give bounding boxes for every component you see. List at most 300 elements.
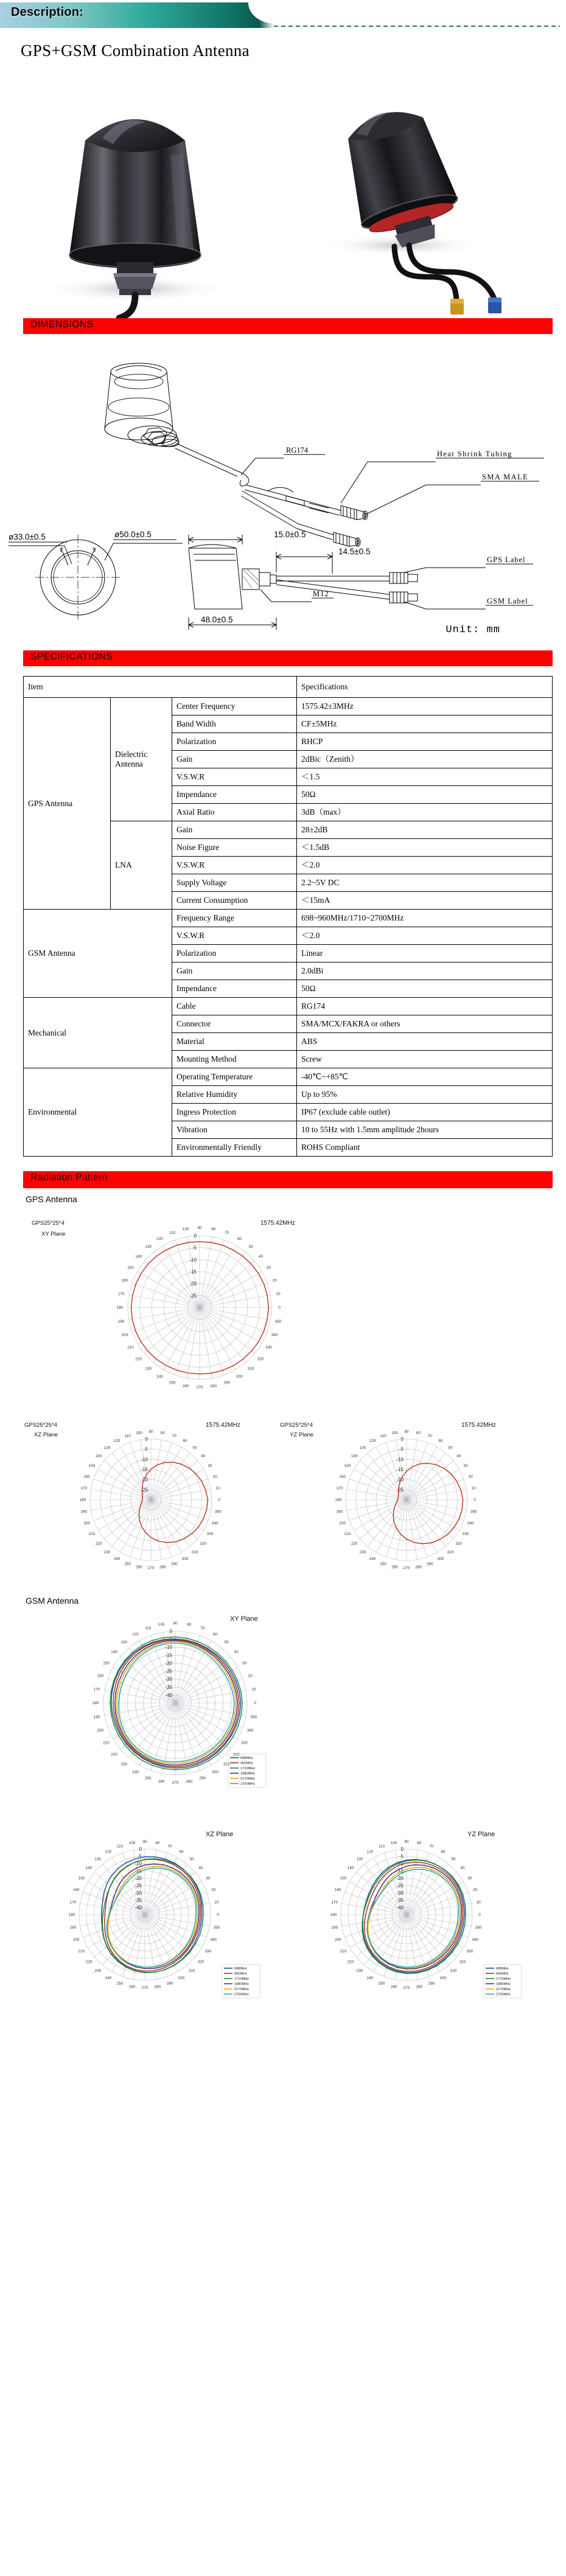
param: Gain: [172, 751, 297, 768]
svg-text:200: 200: [334, 1938, 341, 1943]
svg-text:240: 240: [113, 1557, 121, 1562]
svg-text:180: 180: [92, 1701, 99, 1706]
svg-text:60: 60: [438, 1439, 443, 1444]
svg-text:260: 260: [158, 1780, 165, 1784]
svg-text:1710MHz: 1710MHz: [496, 1977, 511, 1982]
svg-text:320: 320: [459, 1960, 466, 1965]
svg-text:120: 120: [105, 1850, 112, 1854]
svg-text:120: 120: [113, 1439, 121, 1444]
svg-text:130: 130: [94, 1857, 102, 1862]
svg-text:40: 40: [258, 1254, 263, 1259]
svg-text:280: 280: [416, 1985, 423, 1989]
svg-text:340: 340: [472, 1938, 479, 1943]
svg-text:-20: -20: [396, 1876, 404, 1881]
value: 50Ω: [297, 980, 553, 998]
svg-text:300: 300: [437, 1557, 444, 1562]
svg-text:210: 210: [78, 1949, 85, 1954]
ribbon-dashed-underline: [274, 26, 560, 27]
svg-text:20: 20: [468, 1474, 473, 1479]
svg-text:330: 330: [265, 1345, 272, 1350]
svg-text:0: 0: [278, 1306, 281, 1311]
svg-text:30: 30: [467, 1876, 472, 1881]
param: Mounting Method: [172, 1051, 297, 1068]
svg-text:110: 110: [145, 1626, 152, 1631]
svg-text:-25: -25: [165, 1668, 172, 1674]
svg-text:170: 170: [336, 1486, 343, 1491]
svg-text:120: 120: [156, 1236, 163, 1241]
svg-text:0: 0: [218, 1498, 220, 1503]
svg-text:290: 290: [426, 1562, 433, 1567]
svg-text:0: 0: [254, 1701, 256, 1706]
param: Ingress Protection: [172, 1104, 297, 1121]
svg-text:30: 30: [266, 1265, 271, 1270]
svg-text:-15: -15: [141, 1467, 148, 1472]
measure-d33: ø33.0±0.5: [9, 532, 46, 541]
callout-rg174: RG174: [286, 446, 309, 454]
param: V.S.W.R: [172, 857, 297, 874]
value: ＜2.0: [297, 857, 553, 874]
svg-text:350: 350: [213, 1926, 220, 1930]
section-bar-radiation: [23, 1171, 553, 1188]
value: Up to 95%: [297, 1086, 553, 1104]
svg-text:0: 0: [217, 1913, 219, 1918]
page-title: GPS+GSM Combination Antenna: [21, 41, 250, 60]
value: 2.0dBi: [297, 963, 553, 980]
value: IP67 (exclude cable outlet): [297, 1104, 553, 1121]
param: Gain: [172, 821, 297, 839]
svg-text:250: 250: [116, 1981, 124, 1986]
plot-gsm-xy-plane: XY Plane: [230, 1615, 258, 1623]
svg-text:40: 40: [460, 1866, 465, 1871]
svg-text:-40: -40: [165, 1692, 172, 1698]
svg-text:100: 100: [158, 1623, 165, 1627]
svg-text:290: 290: [170, 1562, 178, 1567]
svg-text:-5: -5: [167, 1637, 172, 1643]
svg-text:240: 240: [105, 1976, 112, 1981]
svg-text:-35: -35: [135, 1898, 142, 1903]
svg-text:140: 140: [85, 1866, 93, 1871]
svg-text:80: 80: [211, 1227, 216, 1232]
svg-text:0: 0: [400, 1847, 404, 1852]
measure-14-5: 14.5±0.5: [338, 547, 371, 556]
gps-plot-row-2: [23, 1408, 553, 1585]
svg-text:230: 230: [145, 1366, 152, 1371]
svg-text:0: 0: [400, 1436, 404, 1442]
param: Noise Figure: [172, 839, 297, 857]
svg-text:-30: -30: [135, 1890, 142, 1896]
measure-48: 48.0±0.5: [201, 615, 233, 624]
plot-gps-yz-freq: 1575.42MHz: [461, 1422, 496, 1429]
svg-text:80: 80: [416, 1430, 421, 1435]
svg-text:120: 120: [132, 1632, 139, 1637]
param: V.S.W.R: [172, 927, 297, 945]
svg-text:-10: -10: [165, 1645, 172, 1651]
gsm-antenna-heading: GSM Antenna: [26, 1596, 79, 1606]
svg-text:220: 220: [347, 1960, 354, 1965]
svg-text:160: 160: [334, 1888, 341, 1893]
svg-text:80: 80: [187, 1623, 192, 1627]
svg-text:90: 90: [142, 1840, 147, 1845]
param: Axial Ratio: [172, 804, 297, 821]
svg-text:20: 20: [211, 1888, 216, 1893]
svg-text:-10: -10: [396, 1457, 404, 1463]
svg-text:70: 70: [427, 1433, 432, 1438]
svg-text:310: 310: [191, 1550, 198, 1554]
svg-text:140: 140: [351, 1454, 358, 1459]
svg-text:160: 160: [97, 1674, 104, 1679]
col-header-specifications: Specifications: [297, 677, 553, 698]
param: Center Frequency: [172, 698, 297, 715]
section-bar-dimensions: [23, 318, 553, 334]
svg-text:1880MHz: 1880MHz: [240, 1772, 255, 1776]
value: 2dBic（Zenith）: [297, 751, 553, 768]
svg-text:230: 230: [94, 1969, 102, 1974]
gsm-plot-row-1: [23, 1606, 553, 1819]
param: Supply Voltage: [172, 874, 297, 892]
polar-chart-gsm-xz: [23, 1823, 285, 2024]
svg-text:150: 150: [88, 1464, 96, 1469]
svg-text:0: 0: [478, 1913, 481, 1918]
product-photo-band: [0, 63, 566, 318]
svg-text:-20: -20: [135, 1876, 142, 1881]
svg-text:0: 0: [145, 1436, 148, 1442]
svg-text:160: 160: [72, 1888, 80, 1893]
svg-text:-15: -15: [396, 1868, 404, 1874]
param: Relative Humidity: [172, 1086, 297, 1104]
section-bar-specifications: [23, 650, 553, 666]
plot-gps-xy-freq: 1575.42MHz: [260, 1220, 295, 1227]
svg-text:50: 50: [192, 1446, 197, 1450]
svg-text:140: 140: [135, 1254, 142, 1259]
svg-text:10: 10: [471, 1486, 476, 1491]
description-ribbon: [0, 0, 566, 35]
svg-text:-10: -10: [396, 1861, 404, 1867]
svg-text:330: 330: [241, 1741, 248, 1746]
svg-text:260: 260: [182, 1384, 189, 1389]
param: Polarization: [172, 733, 297, 751]
svg-text:80: 80: [155, 1841, 160, 1846]
svg-text:-25: -25: [189, 1293, 197, 1299]
svg-text:2700MHz: 2700MHz: [240, 1782, 255, 1786]
svg-text:300: 300: [178, 1976, 185, 1981]
svg-text:80: 80: [417, 1841, 422, 1846]
svg-text:220: 220: [85, 1960, 93, 1965]
svg-text:70: 70: [167, 1844, 172, 1849]
svg-text:698MHz: 698MHz: [240, 1756, 253, 1761]
svg-text:320: 320: [233, 1752, 240, 1757]
svg-text:330: 330: [204, 1949, 212, 1954]
plot-gps-xz-plane: XZ Plane: [34, 1432, 58, 1438]
plot-gps-xy-model: GPS25*25*4: [32, 1220, 65, 1227]
svg-text:260: 260: [390, 1985, 397, 1989]
svg-text:250: 250: [124, 1562, 131, 1567]
svg-text:150: 150: [103, 1661, 110, 1666]
section-title-specifications: SPECIFICATIONS: [30, 652, 113, 662]
value: 1575.42±3MHz: [297, 698, 553, 715]
plot-gsm-xy: [29, 1606, 370, 1819]
polar-chart-gsm-xy: [29, 1606, 370, 1819]
svg-text:-10: -10: [189, 1257, 197, 1263]
svg-text:160: 160: [339, 1474, 346, 1479]
svg-text:30: 30: [208, 1464, 212, 1469]
svg-text:190: 190: [117, 1319, 125, 1324]
plot-gps-xy: [29, 1204, 370, 1405]
svg-text:-10: -10: [141, 1457, 148, 1463]
svg-text:330: 330: [206, 1532, 214, 1537]
col-header-item: Item: [24, 677, 297, 698]
svg-text:20: 20: [473, 1888, 478, 1893]
value: RG174: [297, 998, 553, 1015]
product-photos: [0, 63, 566, 318]
svg-text:220: 220: [111, 1752, 117, 1757]
svg-text:10: 10: [251, 1687, 256, 1692]
svg-text:350: 350: [274, 1319, 282, 1324]
svg-text:320: 320: [257, 1357, 264, 1362]
svg-text:230: 230: [356, 1969, 363, 1974]
svg-text:90: 90: [197, 1226, 202, 1231]
group-environmental: Environmental: [24, 1068, 172, 1157]
plot-gps-xy-plane: XY Plane: [41, 1231, 66, 1238]
svg-text:150: 150: [344, 1464, 351, 1469]
svg-text:200: 200: [83, 1521, 91, 1526]
svg-text:270: 270: [196, 1385, 203, 1390]
svg-text:-25: -25: [396, 1883, 404, 1888]
svg-text:140: 140: [95, 1454, 102, 1459]
param: Environmentally Friendly: [172, 1139, 297, 1157]
svg-text:240: 240: [366, 1976, 374, 1981]
svg-text:210: 210: [103, 1741, 110, 1746]
svg-text:200: 200: [72, 1938, 80, 1943]
plot-gps-xz: [23, 1408, 279, 1585]
svg-text:2170MHz: 2170MHz: [240, 1777, 255, 1781]
value: CF±5MHz: [297, 715, 553, 733]
callout-heat-shrink: Heat Shrink Tubing: [437, 450, 512, 458]
svg-text:90: 90: [404, 1840, 409, 1845]
plot-gsm-xz-plane: XZ Plane: [206, 1831, 234, 1838]
svg-text:100: 100: [391, 1430, 398, 1435]
plot-gsm-yz-plane: YZ Plane: [467, 1831, 495, 1838]
svg-text:-25: -25: [396, 1487, 404, 1493]
svg-text:170: 170: [93, 1687, 100, 1692]
svg-text:270: 270: [172, 1781, 179, 1786]
svg-text:300: 300: [181, 1557, 189, 1562]
value: 3dB（max）: [297, 804, 553, 821]
param: Vibration: [172, 1121, 297, 1139]
svg-text:200: 200: [339, 1521, 346, 1526]
svg-text:50: 50: [224, 1640, 229, 1645]
svg-text:100: 100: [390, 1841, 397, 1846]
value: -40℃~+85℃: [297, 1068, 553, 1086]
svg-text:90: 90: [173, 1621, 178, 1626]
value: 28±2dB: [297, 821, 553, 839]
value: 698~960MHz/1710~2700MHz: [297, 910, 553, 927]
polar-chart-gps-yz: [279, 1408, 534, 1585]
param: V.S.W.R: [172, 768, 297, 786]
param: Material: [172, 1033, 297, 1051]
svg-text:10: 10: [215, 1486, 220, 1491]
svg-text:130: 130: [359, 1446, 366, 1450]
plot-gps-xz-model: GPS25*25*4: [24, 1422, 57, 1429]
svg-text:340: 340: [271, 1333, 278, 1338]
param: Gain: [172, 963, 297, 980]
value: ＜15mA: [297, 892, 553, 910]
svg-text:0: 0: [169, 1629, 172, 1634]
svg-text:2700MHz: 2700MHz: [496, 1993, 511, 1997]
polar-chart-gps-xy: [29, 1204, 370, 1405]
svg-text:190: 190: [93, 1714, 100, 1719]
polar-chart-gsm-yz: [285, 1823, 547, 2024]
svg-text:180: 180: [116, 1306, 124, 1311]
measure-15: 15.0±0.5: [274, 530, 306, 539]
svg-text:240: 240: [369, 1557, 376, 1562]
svg-text:10: 10: [476, 1900, 481, 1905]
param: Impendance: [172, 980, 297, 998]
svg-text:290: 290: [428, 1981, 435, 1986]
svg-text:960MHz: 960MHz: [240, 1761, 253, 1766]
group-gps-antenna: GPS Antenna: [24, 698, 111, 910]
svg-text:300: 300: [439, 1976, 447, 1981]
svg-text:2700MHz: 2700MHz: [234, 1993, 249, 1997]
svg-text:1880MHz: 1880MHz: [496, 1982, 511, 1986]
svg-text:30: 30: [206, 1876, 211, 1881]
svg-text:350: 350: [470, 1509, 477, 1514]
svg-text:110: 110: [378, 1844, 385, 1849]
svg-text:270: 270: [147, 1566, 155, 1571]
value: 2.2~5V DC: [297, 874, 553, 892]
svg-text:290: 290: [199, 1776, 206, 1781]
svg-text:2170MHz: 2170MHz: [496, 1988, 511, 1992]
plot-gps-yz: [279, 1408, 534, 1585]
svg-text:-40: -40: [396, 1905, 404, 1910]
svg-text:170: 170: [117, 1292, 125, 1297]
svg-text:960MHz: 960MHz: [496, 1972, 509, 1976]
value: ＜1.5: [297, 768, 553, 786]
callout-m12: M12: [313, 590, 329, 598]
table-header-row: [24, 677, 553, 698]
group-gsm-antenna: GSM Antenna: [24, 910, 172, 998]
svg-text:50: 50: [448, 1446, 453, 1450]
svg-text:210: 210: [88, 1532, 96, 1537]
value: ＜1.5dB: [297, 839, 553, 857]
svg-text:340: 340: [246, 1728, 254, 1733]
svg-text:40: 40: [198, 1866, 203, 1871]
svg-text:30: 30: [242, 1661, 247, 1666]
svg-text:130: 130: [145, 1244, 152, 1249]
value: ROHS Compliant: [297, 1139, 553, 1157]
sub-lna: LNA: [111, 821, 172, 910]
svg-text:130: 130: [121, 1640, 128, 1645]
svg-text:-5: -5: [399, 1854, 404, 1859]
svg-text:180: 180: [79, 1498, 86, 1503]
svg-text:-15: -15: [135, 1868, 142, 1874]
svg-text:170: 170: [69, 1900, 77, 1905]
svg-text:40: 40: [456, 1454, 461, 1459]
svg-text:250: 250: [380, 1562, 387, 1567]
value: 10 to 55Hz with 1.5mm amplitude 2hours: [297, 1121, 553, 1139]
specifications-table-wrap: [23, 676, 553, 1157]
group-mechanical: Mechanical: [24, 998, 172, 1068]
svg-text:20: 20: [248, 1674, 253, 1679]
svg-text:280: 280: [186, 1780, 193, 1784]
param: Frequency Range: [172, 910, 297, 927]
plot-gsm-xz: [23, 1823, 285, 2024]
svg-text:270: 270: [403, 1986, 410, 1991]
svg-text:-15: -15: [396, 1467, 404, 1472]
svg-text:-20: -20: [165, 1660, 172, 1666]
callout-gps-label: GPS Label: [487, 555, 526, 564]
svg-text:-35: -35: [165, 1684, 172, 1690]
svg-text:0: 0: [194, 1233, 197, 1239]
svg-text:150: 150: [78, 1876, 85, 1881]
svg-text:140: 140: [111, 1649, 117, 1654]
svg-text:280: 280: [210, 1384, 217, 1389]
svg-text:290: 290: [223, 1380, 231, 1385]
svg-text:140: 140: [347, 1866, 354, 1871]
svg-text:340: 340: [211, 1521, 218, 1526]
svg-text:320: 320: [197, 1960, 204, 1965]
svg-text:220: 220: [351, 1542, 358, 1547]
svg-text:1710MHz: 1710MHz: [234, 1977, 249, 1982]
svg-text:2170MHz: 2170MHz: [234, 1988, 249, 1992]
gps-antenna-heading: GPS Antenna: [26, 1194, 77, 1204]
svg-text:120: 120: [366, 1850, 374, 1854]
ribbon-tail-curve: [237, 2, 274, 28]
polar-chart-gps-xz: [23, 1408, 279, 1585]
svg-text:40: 40: [234, 1649, 239, 1654]
param: Polarization: [172, 945, 297, 963]
svg-text:230: 230: [359, 1550, 366, 1554]
value: ABS: [297, 1033, 553, 1051]
svg-text:60: 60: [212, 1632, 218, 1637]
svg-text:-35: -35: [396, 1898, 404, 1903]
value: 50Ω: [297, 786, 553, 804]
callout-sma-male: SMA MALE: [482, 473, 529, 481]
svg-text:-30: -30: [396, 1890, 404, 1896]
svg-text:130: 130: [356, 1857, 363, 1862]
svg-text:340: 340: [467, 1521, 474, 1526]
svg-text:310: 310: [447, 1550, 454, 1554]
svg-text:190: 190: [80, 1509, 88, 1514]
svg-text:0: 0: [473, 1498, 476, 1503]
svg-text:190: 190: [336, 1509, 343, 1514]
param: Connector: [172, 1015, 297, 1033]
svg-text:230: 230: [121, 1762, 128, 1767]
svg-text:180: 180: [68, 1913, 75, 1918]
svg-text:240: 240: [156, 1374, 163, 1379]
svg-text:120: 120: [369, 1439, 376, 1444]
svg-text:240: 240: [132, 1770, 139, 1775]
svg-text:320: 320: [200, 1542, 207, 1547]
svg-text:110: 110: [124, 1433, 131, 1438]
svg-text:90: 90: [148, 1430, 153, 1435]
plot-gps-yz-model: GPS25*25*4: [280, 1422, 313, 1429]
svg-text:70: 70: [200, 1626, 205, 1631]
svg-text:250: 250: [378, 1981, 385, 1986]
svg-text:310: 310: [188, 1969, 195, 1974]
table-row: [24, 1068, 553, 1086]
svg-text:-20: -20: [189, 1281, 197, 1287]
svg-text:698MHz: 698MHz: [234, 1967, 247, 1971]
svg-text:70: 70: [225, 1231, 229, 1236]
svg-text:110: 110: [380, 1433, 386, 1438]
svg-text:-25: -25: [135, 1883, 142, 1888]
svg-text:260: 260: [136, 1565, 142, 1570]
table-row: [24, 910, 553, 927]
svg-text:100: 100: [128, 1841, 136, 1846]
specifications-table: [23, 676, 553, 1157]
sub-dielectric-antenna: Dielectric Antenna: [111, 698, 172, 821]
svg-text:-30: -30: [165, 1676, 172, 1682]
